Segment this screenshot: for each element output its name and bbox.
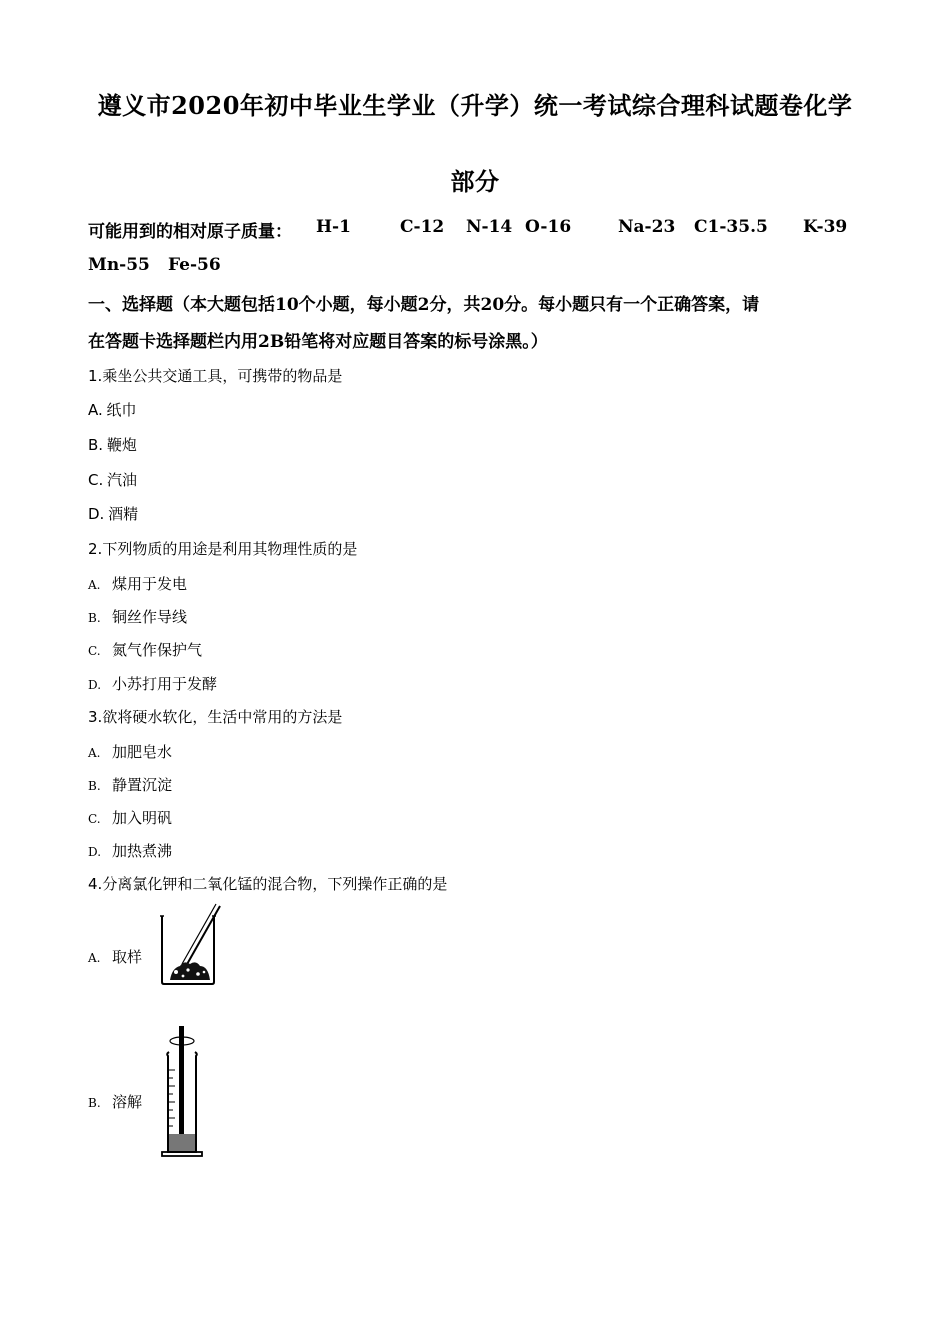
- option-letter: B.: [88, 1096, 101, 1110]
- option-letter: D.: [88, 505, 105, 523]
- option-text: 溶解: [112, 1093, 143, 1111]
- question-number: 3.: [88, 708, 103, 726]
- question-1-option-b: [88, 434, 137, 455]
- option-letter: C.: [88, 812, 101, 826]
- option-text: 取样: [112, 948, 143, 966]
- atomic-masses-label: 可能用到的相对原子质量：: [88, 222, 292, 242]
- question-2-option-c: [88, 639, 202, 660]
- atomic-mass-item: C-12: [400, 217, 445, 237]
- atomic-mass-item: O-16: [525, 217, 572, 237]
- atomic-mass-item: K-39: [803, 217, 848, 237]
- option-text: 煤用于发电: [112, 575, 188, 593]
- option-letter: A.: [88, 951, 101, 965]
- atomic-mass-item: C1-35.5: [694, 217, 768, 237]
- question-text: 欲将硬水软化，生活中常用的方法是: [102, 708, 343, 726]
- question-2-option-b: [88, 606, 187, 627]
- option-text: 鞭炮: [106, 436, 137, 454]
- option-letter: D.: [88, 678, 102, 692]
- option-text: 酒精: [108, 505, 139, 523]
- question-3-option-c: [88, 807, 172, 828]
- question-text: 分离氯化钾和二氧化锰的混合物，下列操作正确的是: [102, 875, 448, 893]
- question-4-option-a: [88, 946, 142, 967]
- option-text: 加肥皂水: [112, 743, 173, 761]
- option-text: 静置沉淀: [112, 776, 173, 794]
- atomic-mass-item: Mn-55: [88, 255, 150, 275]
- question-1-stem: [88, 365, 342, 386]
- atomic-mass-item: Na-23: [618, 217, 676, 237]
- graduated-cylinder-with-rod-figure: [158, 1024, 208, 1164]
- option-text: 纸巾: [106, 401, 137, 419]
- option-letter: A.: [88, 401, 103, 419]
- option-letter: B.: [88, 779, 101, 793]
- question-4-stem: [88, 873, 447, 894]
- option-letter: B.: [88, 611, 101, 625]
- question-3-stem: [88, 706, 342, 727]
- option-text: 氮气作保护气: [112, 641, 203, 659]
- question-4-option-b: [88, 1091, 142, 1112]
- page-title-line1: 遵义市2020年初中毕业生学业（升学）统一考试综合理科试题卷化学: [97, 91, 853, 120]
- option-letter: B.: [88, 436, 104, 454]
- question-3-option-b: [88, 774, 172, 795]
- atomic-mass-item: H-1: [316, 217, 351, 237]
- option-text: 小苏打用于发酵: [112, 675, 218, 693]
- question-number: 1.: [88, 367, 103, 385]
- option-letter: C.: [88, 644, 101, 658]
- question-1-option-a: [88, 399, 137, 420]
- question-2-option-a: [88, 573, 187, 594]
- section-heading-line2: 在答题卡选择题栏内用2B铅笔将对应题目答案的标号涂黑。）: [88, 332, 548, 352]
- question-text: 乘坐公共交通工具，可携带的物品是: [102, 367, 343, 385]
- option-text: 铜丝作导线: [112, 608, 188, 626]
- option-letter: A.: [88, 746, 101, 760]
- question-1-option-d: [88, 503, 138, 524]
- page-title-line2: 部分: [450, 167, 500, 196]
- question-2-stem: [88, 538, 357, 559]
- question-number: 4.: [88, 875, 103, 893]
- option-text: 加入明矾: [112, 809, 173, 827]
- question-number: 2.: [88, 540, 103, 558]
- question-3-option-d: [88, 840, 172, 861]
- option-letter: D.: [88, 845, 102, 859]
- option-letter: A.: [88, 578, 101, 592]
- section-heading-line1: 一、选择题（本大题包括10个小题，每小题2分，共20分。每小题只有一个正确答案，请: [88, 295, 760, 315]
- question-1-option-c: [88, 469, 137, 490]
- atomic-mass-item: N-14: [466, 217, 513, 237]
- option-letter: C.: [88, 471, 104, 489]
- question-text: 下列物质的用途是利用其物理性质的是: [102, 540, 358, 558]
- question-3-option-a: [88, 741, 172, 762]
- option-text: 加热煮沸: [112, 842, 173, 860]
- option-text: 汽油: [107, 471, 138, 489]
- question-2-option-d: [88, 673, 217, 694]
- atomic-mass-item: Fe-56: [168, 255, 221, 275]
- beaker-with-spatula-figure: [158, 902, 224, 986]
